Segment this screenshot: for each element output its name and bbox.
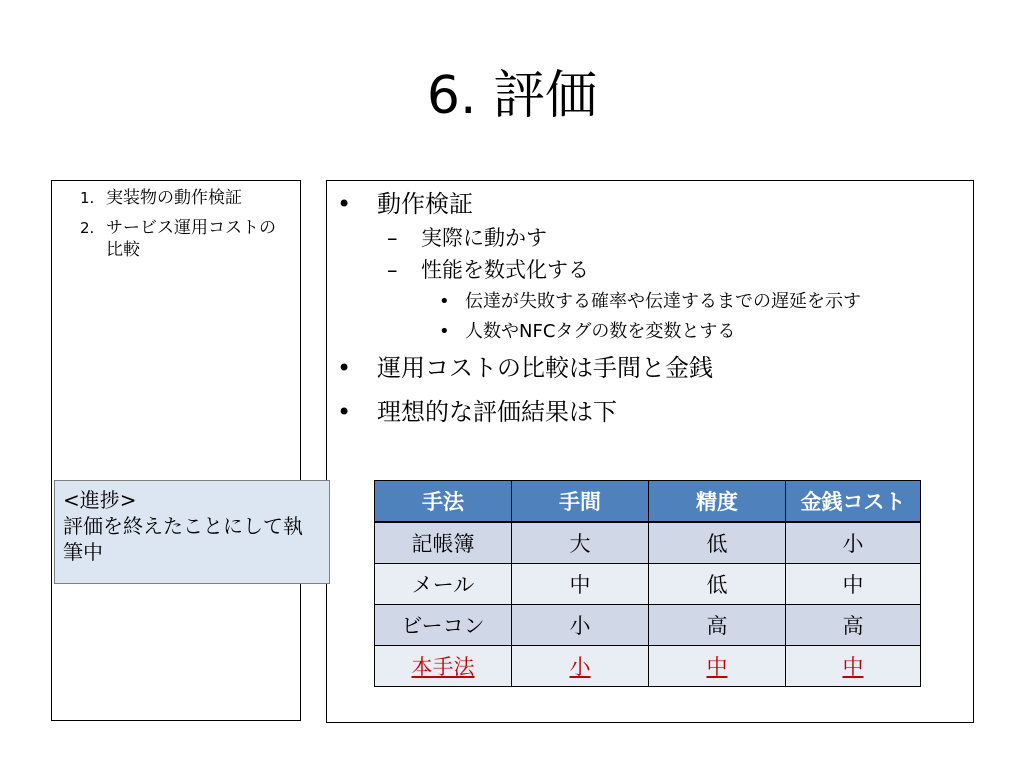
table-cell: [786, 646, 921, 687]
table-row: [375, 522, 921, 564]
table-cell: 中: [786, 564, 921, 605]
highlighted-cell-text: 中: [706, 655, 728, 679]
bullet-text: 動作検証: [377, 190, 473, 218]
table-cell: 小: [786, 522, 921, 564]
table-cell: [375, 646, 512, 687]
bullet-item: [327, 187, 973, 221]
dash-icon: –: [387, 258, 398, 282]
outline-item-label: サービス運用コストの比較: [106, 218, 276, 260]
bullet-list: [327, 187, 973, 439]
bullet-text: 理想的な評価結果は下: [377, 398, 617, 426]
highlighted-cell-text: 本手法: [411, 655, 475, 679]
table-row-proposed-method: [375, 646, 921, 687]
table-row: [375, 605, 921, 646]
sub-bullet-item: [327, 255, 973, 285]
table-cell: 低: [649, 522, 786, 564]
table-cell: 中: [512, 564, 649, 605]
table-row: [375, 564, 921, 605]
sub-bullet-text: 性能を数式化する: [421, 258, 589, 282]
table-header-cell: 精度: [649, 481, 786, 523]
outline-item: [52, 217, 300, 261]
table-cell: 大: [512, 522, 649, 564]
table-header-cell: 手法: [375, 481, 512, 523]
table-header-row: [375, 481, 921, 523]
sub-bullet-item: [327, 223, 973, 253]
bullet-icon: •: [439, 291, 450, 312]
table-cell: 低: [649, 564, 786, 605]
table-cell: 小: [512, 605, 649, 646]
outline-item: [52, 187, 300, 209]
evaluation-table: [374, 480, 921, 687]
detail-bullet-text: 人数やNFCタグの数を変数とする: [465, 321, 736, 342]
detail-bullet-item: [327, 319, 973, 345]
bullet-icon: •: [337, 190, 352, 218]
table-cell: [649, 646, 786, 687]
outline-panel: [51, 180, 301, 721]
table-header-cell: 手間: [512, 481, 649, 523]
slide-title: 6. 評価: [426, 66, 598, 126]
bullet-item: [327, 351, 973, 385]
bullet-icon: •: [337, 398, 352, 426]
bullet-item: [327, 395, 973, 429]
bullet-icon: •: [439, 321, 450, 342]
detail-bullet-item: [327, 289, 973, 315]
outline-item-number: 2.: [80, 219, 95, 237]
detail-bullet-text: 伝達が失敗する確率や伝達するまでの遅延を示す: [465, 291, 861, 312]
progress-note: <進捗> 評価を終えたことにして執筆中: [54, 480, 330, 584]
table-cell: 記帳簿: [375, 522, 512, 564]
highlighted-cell-text: 中: [842, 655, 864, 679]
outline-list: [52, 181, 300, 261]
table-header-cell: 金銭コスト: [786, 481, 921, 523]
dash-icon: –: [387, 226, 398, 250]
bullet-icon: •: [337, 354, 352, 382]
table-cell: [512, 646, 649, 687]
sub-bullet-text: 実際に動かす: [421, 226, 547, 250]
bullet-text: 運用コストの比較は手間と金銭: [377, 354, 713, 382]
outline-item-number: 1.: [80, 189, 95, 207]
table-cell: メール: [375, 564, 512, 605]
table-cell: 高: [786, 605, 921, 646]
outline-item-label: 実装物の動作検証: [106, 188, 242, 208]
table-cell: ビーコン: [375, 605, 512, 646]
table-cell: 高: [649, 605, 786, 646]
highlighted-cell-text: 小: [569, 655, 591, 679]
